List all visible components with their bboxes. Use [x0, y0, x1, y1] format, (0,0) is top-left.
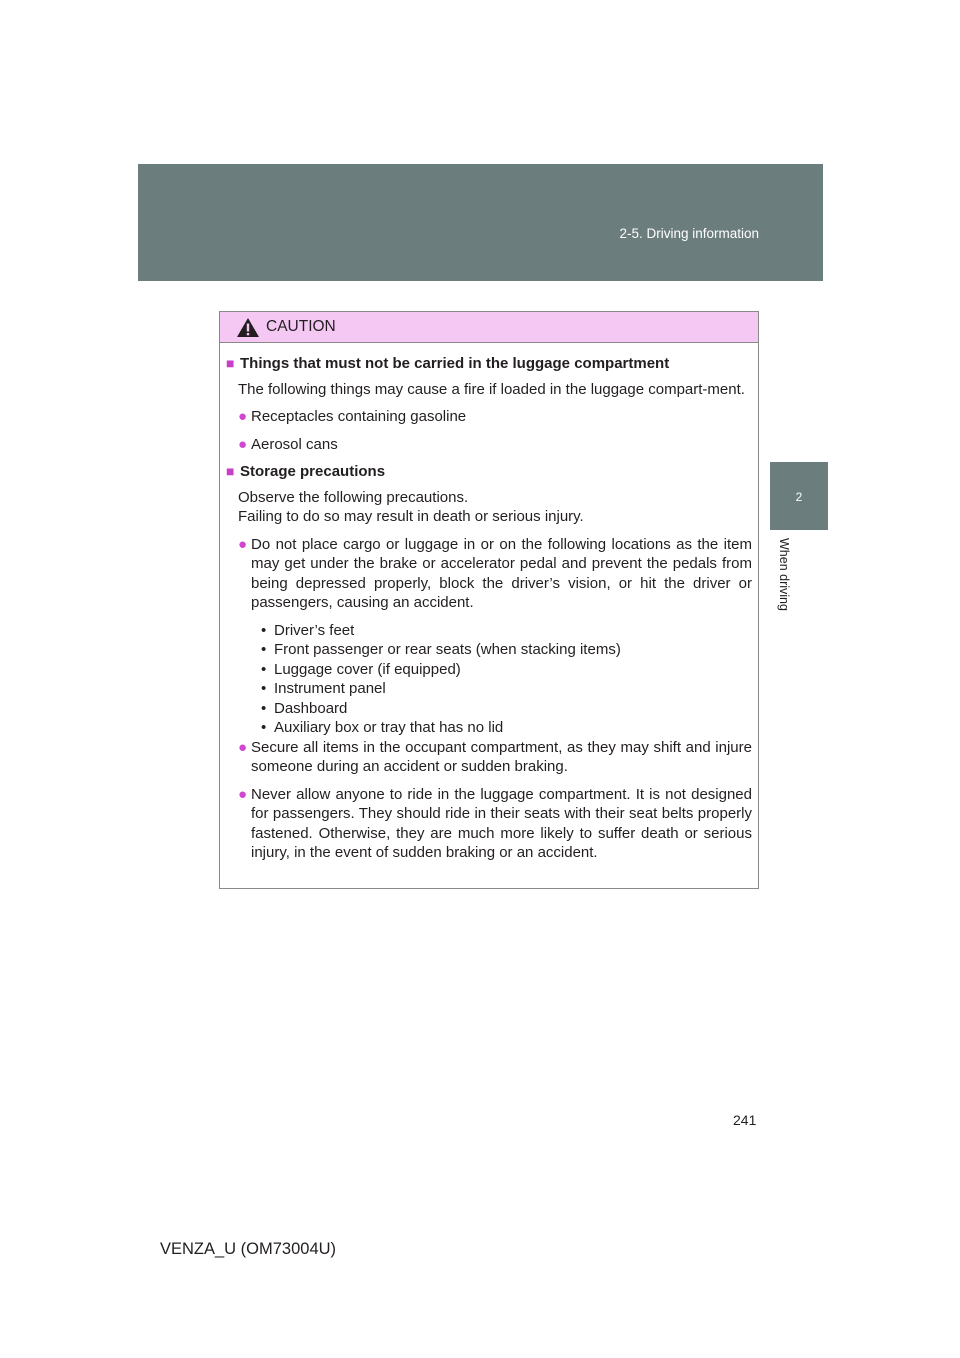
bullet-marker: ● — [238, 785, 248, 803]
section-intro-line: Observe the following precautions. — [238, 488, 469, 506]
sub-bullet: • — [261, 621, 267, 639]
sub-item-text: Dashboard — [274, 699, 348, 717]
sub-bullet: • — [261, 719, 267, 736]
section-intro-line: Failing to do so may result in death or serious injury. — [238, 508, 584, 525]
list-item-text: Do not place cargo or luggage in or on the following locations as the item may get under the brake or accelerator pedal and prevent the pedals from being depressed properly, block the driver’s vision, or hit the driver or passengers, causing an accident. — [251, 535, 752, 611]
sub-bullet: • — [261, 680, 267, 697]
list-item — [238, 407, 752, 427]
heading-text: Things that must not be carried in the luggage compartment — [240, 355, 670, 372]
bullet-marker: ● — [238, 535, 248, 553]
sub-list — [261, 621, 752, 738]
caution-header — [220, 312, 758, 343]
sub-bullet: • — [261, 641, 267, 658]
sub-bullet: • — [261, 660, 267, 678]
list-item-text: Receptacles containing gasoline — [251, 408, 467, 425]
list-item-text: Secure all items in the occupant compartment, as they may shift and injure someone during an accident or sudden braking. — [251, 738, 752, 775]
header-band — [138, 164, 823, 281]
chapter-number: 2 — [795, 490, 803, 504]
caution-body — [220, 343, 758, 863]
heading-text: Storage precautions — [240, 463, 386, 480]
sub-list-item — [261, 660, 752, 680]
sub-item-text: Instrument panel — [274, 680, 386, 697]
section-title: 2-5. Driving information — [619, 226, 759, 241]
chapter-tab — [770, 462, 828, 530]
square-marker: ■ — [226, 355, 235, 371]
square-marker: ■ — [226, 463, 235, 479]
caution-label: CAUTION — [266, 318, 336, 335]
page-number: 241 — [733, 1112, 757, 1128]
sub-list-item — [261, 699, 752, 719]
sub-item-text: Front passenger or rear seats (when stacking items) — [274, 641, 621, 658]
sub-item-text: Luggage cover (if equipped) — [274, 660, 461, 678]
sub-item-text: Auxiliary box or tray that has no lid — [274, 719, 504, 736]
caution-box — [219, 311, 759, 889]
sub-item-text: Driver’s feet — [274, 621, 355, 639]
sub-bullet: • — [261, 699, 267, 717]
bullet-marker: ● — [238, 408, 248, 425]
list-item-text: Never allow anyone to ride in the luggage compartment. It is not designed for passengers. They should ride in their seats with their seat belts properly fastened. Otherwise, they are much more likely to suffer death or serious injury, in the event of sudden braking or an accident. — [251, 785, 752, 861]
list-item — [238, 738, 752, 777]
sub-list-item — [261, 640, 752, 660]
document-code: VENZA_U (OM73004U) — [160, 1240, 337, 1258]
list-item — [238, 785, 752, 863]
section-intro: The following things may cause a fire if loaded in the luggage compart-ment. — [238, 380, 745, 398]
section-heading-luggage — [226, 354, 752, 374]
warning-triangle-icon — [236, 317, 260, 338]
list-item-text: Aerosol cans — [251, 435, 338, 453]
bullet-marker: ● — [238, 435, 248, 453]
chapter-label: When driving — [777, 538, 791, 611]
list-item — [238, 535, 752, 613]
bullet-marker: ● — [238, 738, 248, 756]
sub-list-item — [261, 679, 752, 699]
list-item — [238, 435, 752, 455]
section-heading-storage — [226, 462, 752, 482]
sub-list-item — [261, 621, 752, 641]
sub-list-item — [261, 718, 752, 738]
